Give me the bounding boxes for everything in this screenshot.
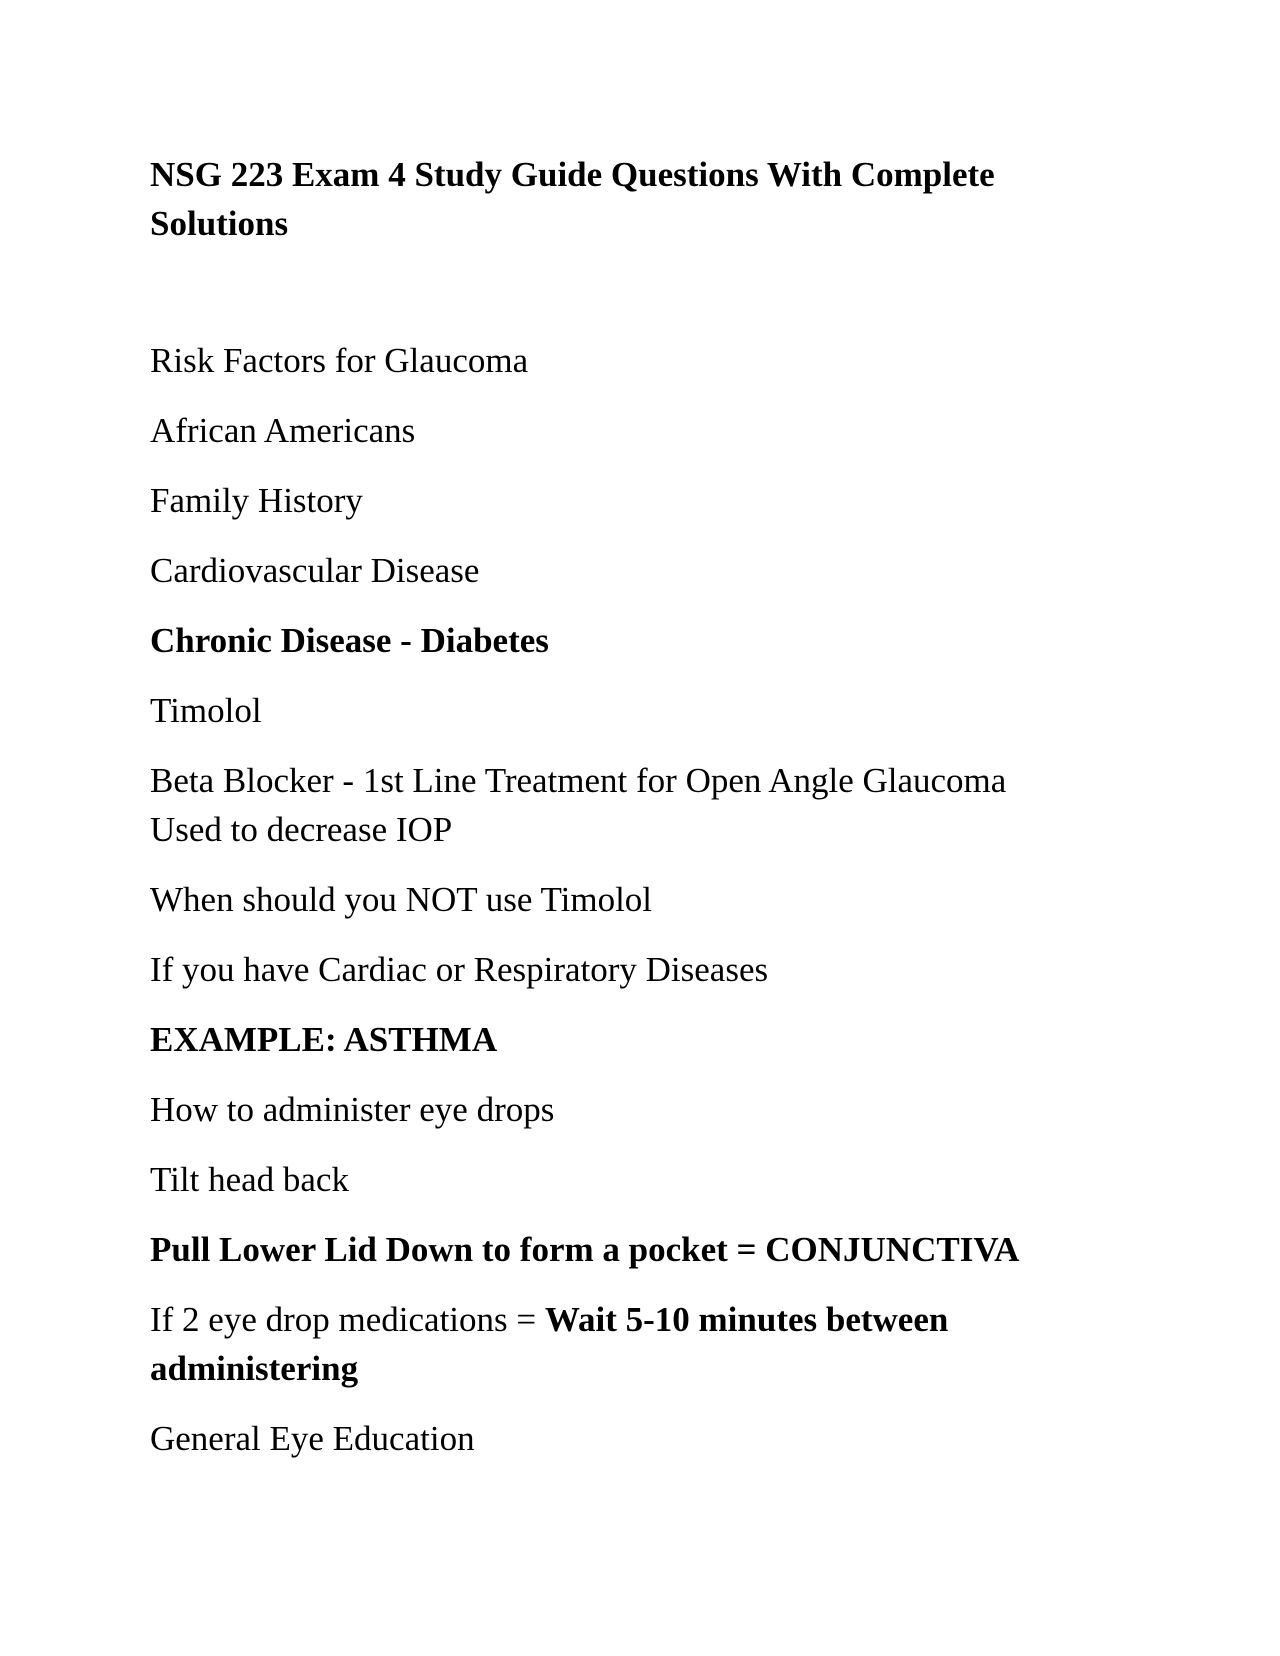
text-line: Cardiovascular Disease — [150, 551, 480, 590]
text-line: African Americans — [150, 411, 416, 450]
text-line-bold: Pull Lower Lid Down to form a pocket = CONJUNCTIVA — [150, 1230, 1020, 1269]
text-line-bold: EXAMPLE: ASTHMA — [150, 1020, 498, 1059]
text-line: How to administer eye drops — [150, 1090, 555, 1129]
text-line: Timolol — [150, 691, 262, 730]
mixed-line-bold: Wait 5-10 minutes between administering — [150, 1300, 949, 1388]
text-line: Tilt head back — [150, 1160, 349, 1199]
text-line: If you have Cardiac or Respiratory Diseases — [150, 950, 769, 989]
mixed-text-line — [150, 1295, 1050, 1393]
text-line: Used to decrease IOP — [150, 810, 453, 849]
text-line: Risk Factors for Glaucoma — [150, 341, 529, 380]
text-line: When should you NOT use Timolol — [150, 880, 653, 919]
document-title: NSG 223 Exam 4 Study Guide Questions With Complete Solutions — [150, 155, 995, 243]
text-line: General Eye Education — [150, 1419, 475, 1458]
mixed-line-normal: If 2 eye drop medications = — [150, 1300, 545, 1339]
text-line-bold: Chronic Disease - Diabetes — [150, 621, 549, 660]
text-line: Beta Blocker - 1st Line Treatment for Open Angle Glaucoma — [150, 761, 1007, 800]
text-line: Family History — [150, 481, 363, 520]
